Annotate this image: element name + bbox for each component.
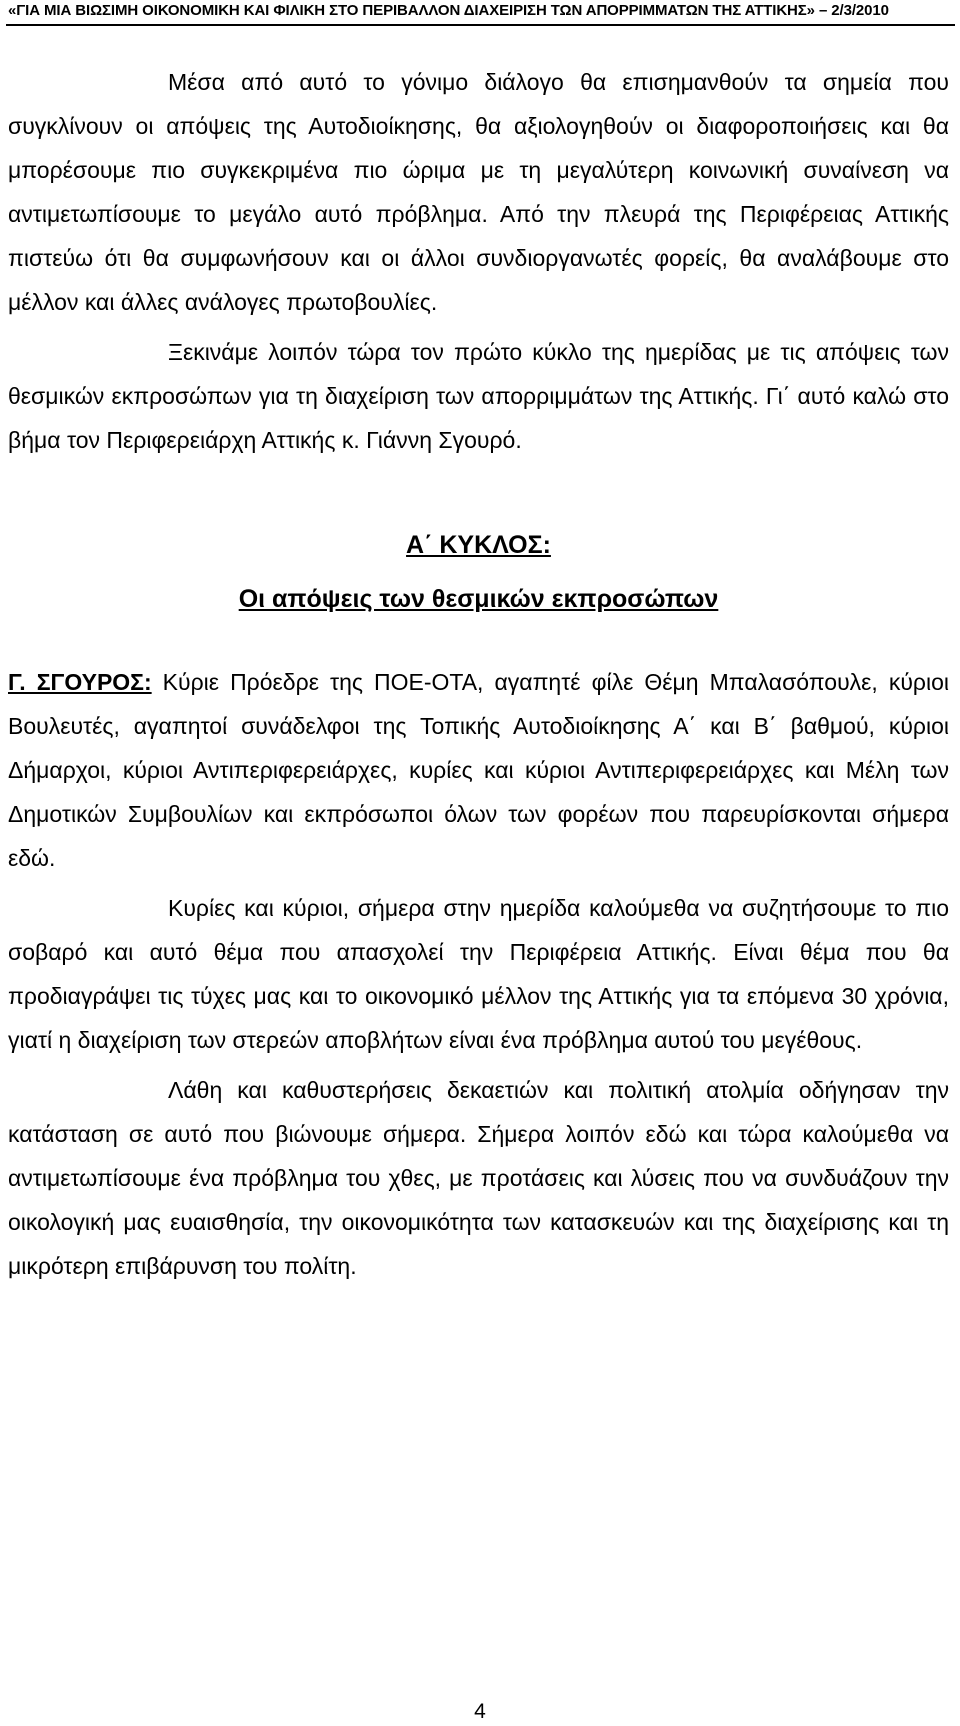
section-spacer [8, 462, 949, 518]
speech-spacer [8, 626, 949, 660]
speech-opening [8, 660, 949, 880]
header-divider [6, 24, 955, 26]
speech-paragraph-2: Λάθη και καθυστερήσεις δεκαετιών και πολιτική ατολμία οδήγησαν την κατάσταση σε αυτό που βιώνουμε σήμερα. Σήμερα λοιπόν εδώ και τώρα καλούμεθα να αντιμετωπίσουμε ένα πρόβλημα του χθες, με προτάσεις και λύσεις που να συνδυάζουν την οικολογική μας ευαισθησία, την οικονομικότητα των κατασκευών και της διαχείρισης και τη μικρότερη επιβάρυνση του πολίτη. [8, 1077, 949, 1279]
intro-paragraph-1: Μέσα από αυτό το γόνιμο διάλογο θα επισημανθούν τα σημεία που συγκλίνουν οι απόψεις της Αυτοδιοίκησης, θα αξιολογηθούν οι διαφοροποιήσεις και θα μπορέσουμε πιο συγκεκριμένα πιο ώριμα με τη μεγαλύτερη κοινωνική συναίνεση να αντιμετωπίσουμε το μεγάλο αυτό πρόβλημα. Από την πλευρά της Περιφέρειας Αττικής πιστεύω ότι θα συμφωνήσουν και οι άλλοι συνδιοργανωτές φορείς, θα αναλάβουμε στο μέλλον και άλλες ανάλογες πρωτοβουλίες. [8, 69, 949, 315]
document-body [8, 60, 949, 1288]
section-title: Α΄ ΚΥΚΛΟΣ: [406, 531, 551, 559]
page-number: 4 [474, 1700, 486, 1723]
speech-paragraph-1: Κυρίες και κύριοι, σήμερα στην ημερίδα καλούμεθα να συζητήσουμε το πιο σοβαρό και αυτό θέμα που απασχολεί την Περιφέρεια Αττικής. Είναι θέμα που θα προδιαγράψει τις τύχες μας και το οικονομικό μέλλον της Αττικής για τα επόμενα 30 χρόνια, γιατί η διαχείριση των στερεών αποβλήτων είναι ένα πρόβλημα αυτού του μεγέθους. [8, 895, 949, 1053]
intro-paragraph-2: Ξεκινάμε λοιπόν τώρα τον πρώτο κύκλο της ημερίδας με τις απόψεις των θεσμικών εκπροσώπων για τη διαχείριση των απορριμμάτων της Αττικής. Γι΄ αυτό καλώ στο βήμα τον Περιφερειάρχη Αττικής κ. Γιάννη Σγουρό. [8, 339, 949, 453]
speaker-name: Γ. ΣΓΟΥΡΟΣ: [8, 669, 152, 695]
section-subtitle: Οι απόψεις των θεσμικών εκπροσώπων [238, 585, 719, 613]
speech-opening-text: Κύριε Πρόεδρε της ΠΟΕ-ΟΤΑ, αγαπητέ φίλε Θέμη Μπαλασόπουλε, κύριοι Βουλευτές, αγαπητοί συνάδελφοι της Τοπικής Αυτοδιοίκησης Α΄ και Β΄ βαθμού, κύριοι Δήμαρχοι, κύριοι Αντιπεριφερειάρχες, κυρίες και κύριοι Αντιπεριφερειάρχες και Μέλη των Δημοτικών Συμβουλίων και εκπρόσωποι όλων των φορέων που παρευρίσκονται σήμερα εδώ. [8, 669, 949, 871]
running-header: «ΓΙΑ ΜΙΑ ΒΙΩΣΙΜΗ ΟΙΚΟΝΟΜΙΚΗ ΚΑΙ ΦΙΛΙΚΗ ΣΤΟ ΠΕΡΙΒΑΛΛΟΝ ΔΙΑΧΕΙΡΙΣΗ ΤΩΝ ΑΠΟΡΡΙΜΜΑΤΩΝ ΤΗΣ ΑΤΤΙΚΗΣ» – 2/3/2010 [8, 2, 889, 19]
